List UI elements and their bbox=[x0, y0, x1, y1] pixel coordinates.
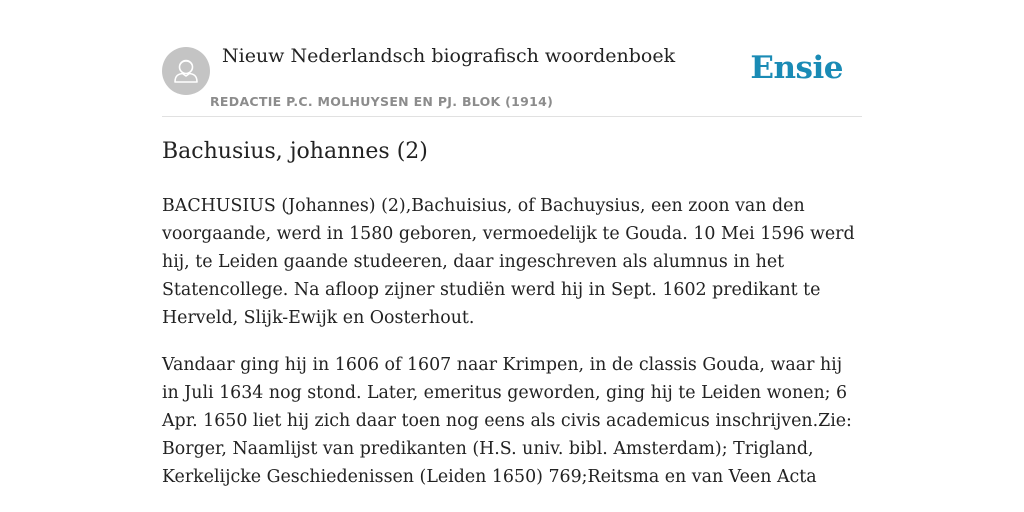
book-header bbox=[162, 40, 862, 117]
entry-paragraph-1: BACHUSIUS (Johannes) (2),Bachuisius, of Bachuysius, een zoon van den voorgaande, werd in 1580 geboren, vermoedelijk te Gouda. 10 Mei 1596 werd hij, te Leiden gaande studeeren, daar ingeschreven als alumnus in het Statencollege. Na afloop zijner studiën werd hij in Sept. 1602 predikant te Herveld, Slijk-Ewijk en Oosterhout. bbox=[162, 196, 855, 328]
book-title[interactable]: Nieuw Nederlandsch biografisch woordenboek bbox=[222, 45, 676, 67]
user-icon-graphic bbox=[162, 47, 210, 95]
user-icon[interactable] bbox=[162, 47, 210, 95]
book-subtitle: REDACTIE P.C. MOLHUYSEN EN PJ. BLOK (1914) bbox=[210, 94, 554, 109]
entry-paragraph-2: Vandaar ging hij in 1606 of 1607 naar Krimpen, in de classis Gouda, waar hij in Juli 1634 nog stond. Later, emeritus geworden, ging hij te Leiden wonen; 6 Apr. 1650 liet hij zich daar toen nog eens als civis academicus inschrijven.Zie: Borger, Naamlijst van predikanten (H.S. univ. bibl. Amsterdam); Trigland, Kerkelijcke Geschiedenissen (Leiden 1650) 769;Reitsma en van Veen Acta bbox=[162, 355, 852, 487]
ensie-logo[interactable]: Ensie bbox=[750, 50, 843, 86]
entry-title: Bachusius, johannes (2) bbox=[162, 139, 428, 164]
